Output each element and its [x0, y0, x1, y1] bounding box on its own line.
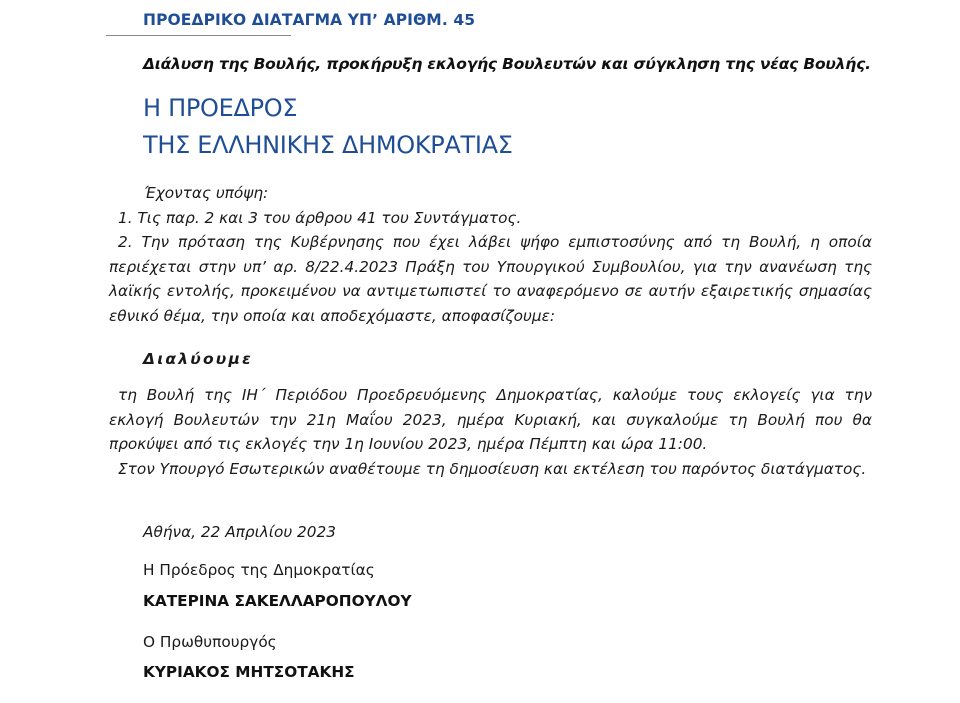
considering-section [109, 181, 872, 328]
decision-paragraph-2: Στον Υπουργό Εσωτερικών αναθέτουμε τη δημοσίευση και εκτέλεση του παρόντος διατάγματος. [118, 459, 867, 478]
decree-header: ΠΡΟΕΔΡΙΚΟ ΔΙΑΤΑΓΜΑ ΥΠ’ ΑΡΙΘΜ. 45 [143, 11, 476, 29]
signatory-role-president: Η Πρόεδρος της Δημοκρατίας [143, 561, 375, 579]
considering-item-2: 2. Την πρόταση της Κυβέρνησης που έχει λάβει ψήφο εμπιστοσύνης από τη Βουλή, η οποία περιέχεται στην υπ’ αρ. 8/22.4.2023 Πράξη του Υπουργικού Συμβουλίου, για την ανανέωση της λαϊκής εντολής, προκειμένου να αντιμετωπιστεί το αναφερόμενο σε αυτήν εξαιρετικής σημασίας εθνικό θέμα, την οποία και αποδεχόμαστε, αποφασίζουμε: [109, 233, 872, 325]
decision-paragraph-1: τη Βουλή της ΙΗ΄ Περιόδου Προεδρευόμενης Δημοκρατίας, καλούμε τους εκλογείς για την εκλογή Βουλευτών την 21η Μαΐου 2023, ημέρα Κυριακή, και συγκαλούμε τη Βουλή που θα προκύψει από τις εκλογές την 1η Ιουνίου 2023, ημέρα Πέμπτη και ώρα 11:00. [109, 386, 872, 453]
place-date: Αθήνα, 22 Απριλίου 2023 [143, 523, 336, 541]
decree-subject: Διάλυση της Βουλής, προκήρυξη εκλογής Βουλευτών και σύγκληση της νέας Βουλής. [143, 55, 871, 73]
considering-item-1: 1. Τις παρ. 2 και 3 του άρθρου 41 του Συντάγματος. [118, 208, 522, 227]
signatory-name-president: ΚΑΤΕΡΙΝΑ ΣΑΚΕΛΛΑΡΟΠΟΥΛΟΥ [143, 592, 412, 610]
signatory-role-prime-minister: Ο Πρωθυπουργός [143, 633, 277, 651]
decision-section [109, 383, 872, 481]
considering-intro: Έχοντας υπόψη: [144, 184, 269, 202]
decree-verb: Διαλύουμε [143, 350, 253, 368]
signatory-name-prime-minister: ΚΥΡΙΑΚΟΣ ΜΗΤΣΟΤΑΚΗΣ [143, 663, 355, 681]
header-rule [106, 35, 291, 36]
issuer-title-line-2: ΤΗΣ ΕΛΛΗΝΙΚΗΣ ΔΗΜΟΚΡΑΤΙΑΣ [143, 131, 513, 159]
issuer-title-line-1: Η ΠΡΟΕΔΡΟΣ [143, 94, 298, 122]
